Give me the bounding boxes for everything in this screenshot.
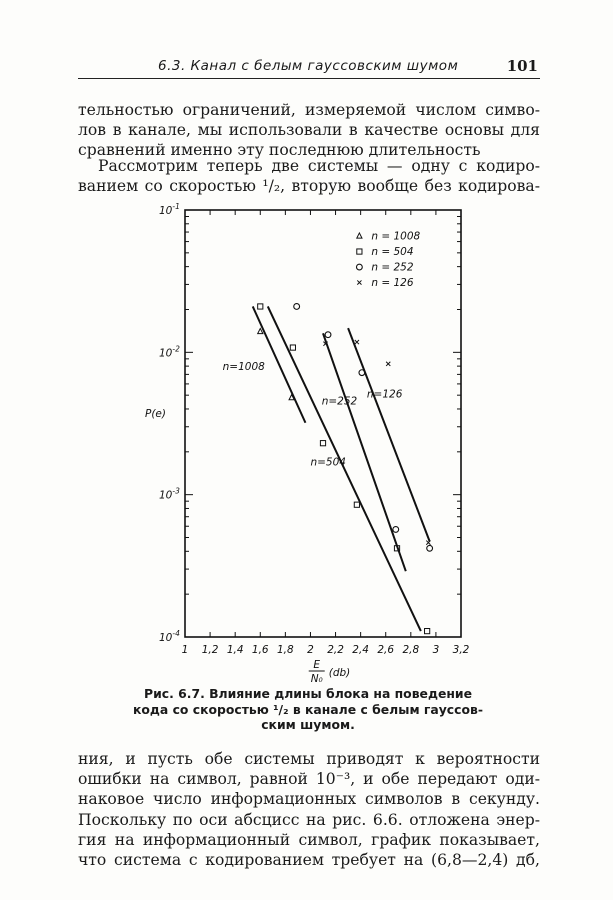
data-point-x xyxy=(357,280,361,284)
data-point-x xyxy=(386,362,390,366)
x-tick-label: 2,2 xyxy=(327,644,344,656)
paragraph-bottom xyxy=(78,749,540,870)
x-tick-label: 2,8 xyxy=(402,644,420,656)
data-point-x xyxy=(355,340,359,344)
text-line: сравнений именно эту последнюю длительность xyxy=(78,141,481,160)
x-tick-label: 1,6 xyxy=(251,644,269,656)
data-point-circle xyxy=(427,545,433,551)
y-tick-label: $10^{-1}$ xyxy=(159,202,180,217)
text-line: что система с кодированием требует на (6,8—2,4) дб, xyxy=(78,851,540,870)
text-line: лов в канале, мы использовали в качестве основы для xyxy=(78,121,540,140)
series-line-label: n=504 xyxy=(310,456,346,469)
y-tick-label: $10^{-2}$ xyxy=(159,344,180,360)
data-point-square xyxy=(320,441,325,446)
series-line-label: n=252 xyxy=(321,395,358,408)
paragraph-middle xyxy=(78,156,540,196)
text-line: тельностью ограничений, измеряемой числом симво- xyxy=(78,101,540,119)
legend-label: n = 504 xyxy=(371,246,414,259)
text-line: ванием со скоростью ¹/₂, вторую вообще без кодирова- xyxy=(78,177,540,196)
y-tick-label: $10^{-4}$ xyxy=(159,629,180,644)
series-line-label: n=1008 xyxy=(222,361,265,374)
figure-caption xyxy=(118,686,498,733)
series-line-label: n=126 xyxy=(366,388,403,401)
x-tick-label: 1,2 xyxy=(201,644,219,656)
x-tick-label: 1,4 xyxy=(226,644,244,656)
page-header xyxy=(78,56,540,79)
y-axis-label: P(e) xyxy=(145,408,166,421)
legend-label: n = 126 xyxy=(371,277,414,290)
x-tick-label: 2,4 xyxy=(352,644,369,656)
fit-line-x xyxy=(348,328,430,541)
caption-line: кода со скоростью ¹/₂ в канале с белым гауссов- xyxy=(132,701,483,717)
x-tick-label: 2 xyxy=(307,644,314,656)
caption-line: Рис. 6.7. Влияние длины блока на поведение xyxy=(144,686,472,701)
data-point-circle xyxy=(294,304,300,310)
x-tick-label: 3,2 xyxy=(452,644,470,656)
figure-6-7-chart xyxy=(140,196,470,682)
data-point-circle xyxy=(356,264,362,270)
text-line: гия на информационный символ, график показывает, xyxy=(78,830,540,849)
x-axis-label-numerator: E xyxy=(313,659,321,671)
page-number: 101 xyxy=(506,57,538,75)
text-line: Рассмотрим теперь две системы — одну с кодиро- xyxy=(98,157,540,175)
paragraph-top xyxy=(78,100,540,161)
x-tick-label: 3 xyxy=(432,644,440,656)
data-point-circle xyxy=(393,527,399,533)
caption-line: ским шумом. xyxy=(261,717,355,732)
data-point-square xyxy=(425,629,430,634)
data-point-x xyxy=(426,541,430,545)
legend-label: n = 252 xyxy=(371,261,414,274)
data-point-circle xyxy=(325,332,331,338)
text-line: ния, и пусть обе системы приводят к вероятности xyxy=(78,750,540,768)
running-title: 6.3. Канал с белым гауссовским шумом xyxy=(158,58,459,74)
text-line: наковое число информационных символов в секунду. xyxy=(78,790,540,809)
x-tick-label: 2,6 xyxy=(377,644,395,656)
data-point-square xyxy=(354,502,359,507)
data-point-square xyxy=(357,249,362,254)
text-line: ошибки на символ, равной 10⁻³, и обе передают оди- xyxy=(78,770,540,789)
fit-line-square xyxy=(268,306,421,631)
data-point-triangle xyxy=(357,233,362,238)
x-tick-label: 1 xyxy=(181,644,189,656)
x-axis-label-denominator: N₀ xyxy=(310,673,323,682)
data-point-square xyxy=(258,304,263,309)
x-tick-label: 1,8 xyxy=(277,644,294,656)
legend-label: n = 1008 xyxy=(371,230,421,243)
y-tick-label: $10^{-3}$ xyxy=(159,486,180,502)
x-axis-label-unit: (db) xyxy=(328,667,351,679)
text-line: Поскольку по оси абсцисс на рис. 6.6. отложена энер- xyxy=(78,810,540,829)
data-point-square xyxy=(290,345,295,350)
